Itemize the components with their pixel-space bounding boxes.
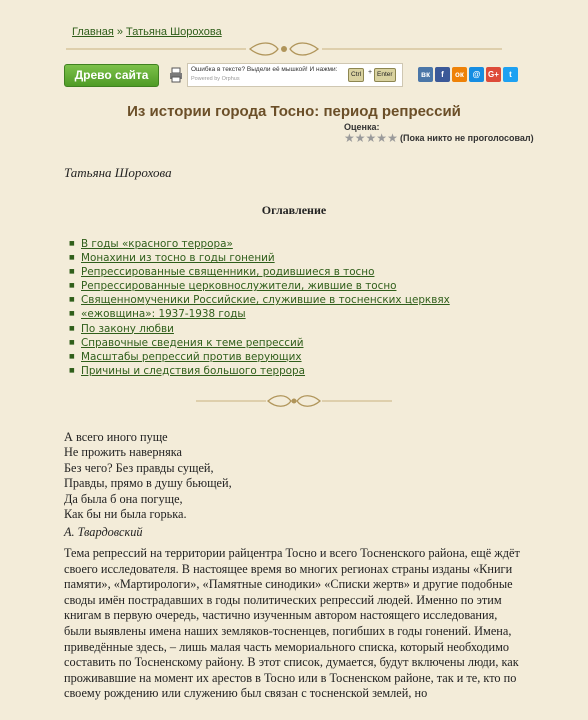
orphus-widget[interactable]: [187, 63, 403, 87]
epigraph-poem: [64, 430, 232, 522]
key-ctrl: Ctrl: [348, 68, 364, 82]
vk-icon[interactable]: вк: [418, 67, 433, 82]
article-paragraph: Тема репрессий на территории райцентра Тосно и всего Тосненского района, ещё ждёт своего исследователя. В настоящее время во многих регионах страны изданы «Книги памяти», «Мартирологи», «Памятные синодики» «Списки жертв» и другие подобные своды имён пострадавших в годы политических репрессий людей. Именно по этим книгам в первую очередь, частично изученным автором настоящего исследования, были выявлены имена наших земляков-тосненцев, погибших в годы гонений. Имена, приведённые здесь, – лишь малая часть мемориального списка, который необходимо составить по Тосненскому району. В этот список, думается, будут включены люди, как проживавшие на момент их арестов в Тосно или в Тосненском районе, так и те, кто по своему рождению или служению был связан с тосненской землей, но: [64, 546, 520, 701]
odnoklassniki-icon[interactable]: ок: [452, 67, 467, 82]
rating-text: (Пока никто не проголосовал): [400, 133, 534, 143]
article-author: Татьяна Шорохова: [64, 165, 172, 180]
toc-link[interactable]: Священномученики Российские, служившие в тосненских церквях: [81, 294, 450, 307]
table-of-contents: [68, 237, 450, 378]
toc-link[interactable]: Причины и следствия большого террора: [81, 364, 306, 377]
rating-stars[interactable]: [344, 132, 398, 144]
star-icon[interactable]: ★: [354, 131, 366, 145]
poem-line: Как бы ни была горька.: [64, 507, 187, 522]
toc-item: [81, 336, 450, 350]
poem-line: А всего иного пуще: [64, 430, 168, 444]
orphus-message: Ошибка в тексте? Выдели её мышкой! И нажми:: [191, 66, 338, 73]
orphus-credit: Powered by Orphus: [191, 76, 240, 82]
star-icon[interactable]: ★: [387, 131, 398, 145]
ornament-divider-bottom: [196, 393, 392, 409]
site-tree-button[interactable]: Древо сайта: [64, 64, 159, 87]
epigraph-author: А. Твардовский: [64, 525, 143, 539]
toc-link[interactable]: «ежовщина»: 1937-1938 годы: [81, 308, 246, 321]
print-icon[interactable]: [169, 67, 183, 83]
star-icon[interactable]: ★: [344, 131, 355, 145]
toc-item: [81, 322, 450, 336]
toc-item: [81, 293, 450, 307]
social-share-bar: [418, 67, 518, 83]
toc-link[interactable]: Монахини из тосно в годы гонений: [81, 252, 275, 265]
toc-item: [81, 251, 450, 265]
page-title: Из истории города Тосно: период репрессий: [127, 103, 461, 120]
ornament-divider-top: [66, 41, 502, 57]
toc-heading: Оглавление: [261, 203, 327, 217]
poem-line: Без чего? Без правды сущей,: [64, 460, 214, 475]
toc-item: [81, 364, 450, 378]
star-icon[interactable]: ★: [376, 131, 388, 145]
toc-link[interactable]: Репрессированные церковнослужители, жившие в тосно: [81, 280, 397, 293]
facebook-icon[interactable]: f: [435, 67, 450, 82]
toc-link[interactable]: В годы «красного террора»: [81, 238, 233, 250]
toc-item: [81, 279, 450, 293]
toc-item: [81, 307, 450, 321]
rating-label: Оценка:: [344, 122, 380, 132]
twitter-icon[interactable]: t: [503, 67, 518, 82]
toc-link[interactable]: По закону любви: [81, 322, 174, 335]
poem-line: Да была б она погуще,: [64, 491, 183, 506]
toc-link[interactable]: Масштабы репрессий против верующих: [81, 350, 302, 363]
poem-line: Правды, прямо в душу бьющей,: [64, 476, 232, 491]
toc-link[interactable]: Справочные сведения к теме репрессий: [81, 336, 304, 349]
breadcrumb-separator: »: [116, 26, 123, 38]
poem-line: Не прожить наверняка: [64, 445, 182, 460]
mailru-icon[interactable]: @: [469, 67, 484, 82]
key-plus: +: [368, 69, 373, 76]
key-enter: Enter: [374, 68, 396, 82]
breadcrumb: [72, 26, 222, 38]
googleplus-icon[interactable]: G+: [486, 67, 501, 82]
toc-item: [81, 350, 450, 364]
breadcrumb-home-link[interactable]: Главная: [72, 26, 114, 38]
breadcrumb-current-link[interactable]: Татьяна Шорохова: [126, 26, 222, 38]
toc-link[interactable]: Репрессированные священники, родившиеся в тосно: [81, 266, 375, 279]
toc-item: [81, 237, 450, 251]
star-icon[interactable]: ★: [365, 131, 377, 145]
toc-item: [81, 265, 450, 279]
